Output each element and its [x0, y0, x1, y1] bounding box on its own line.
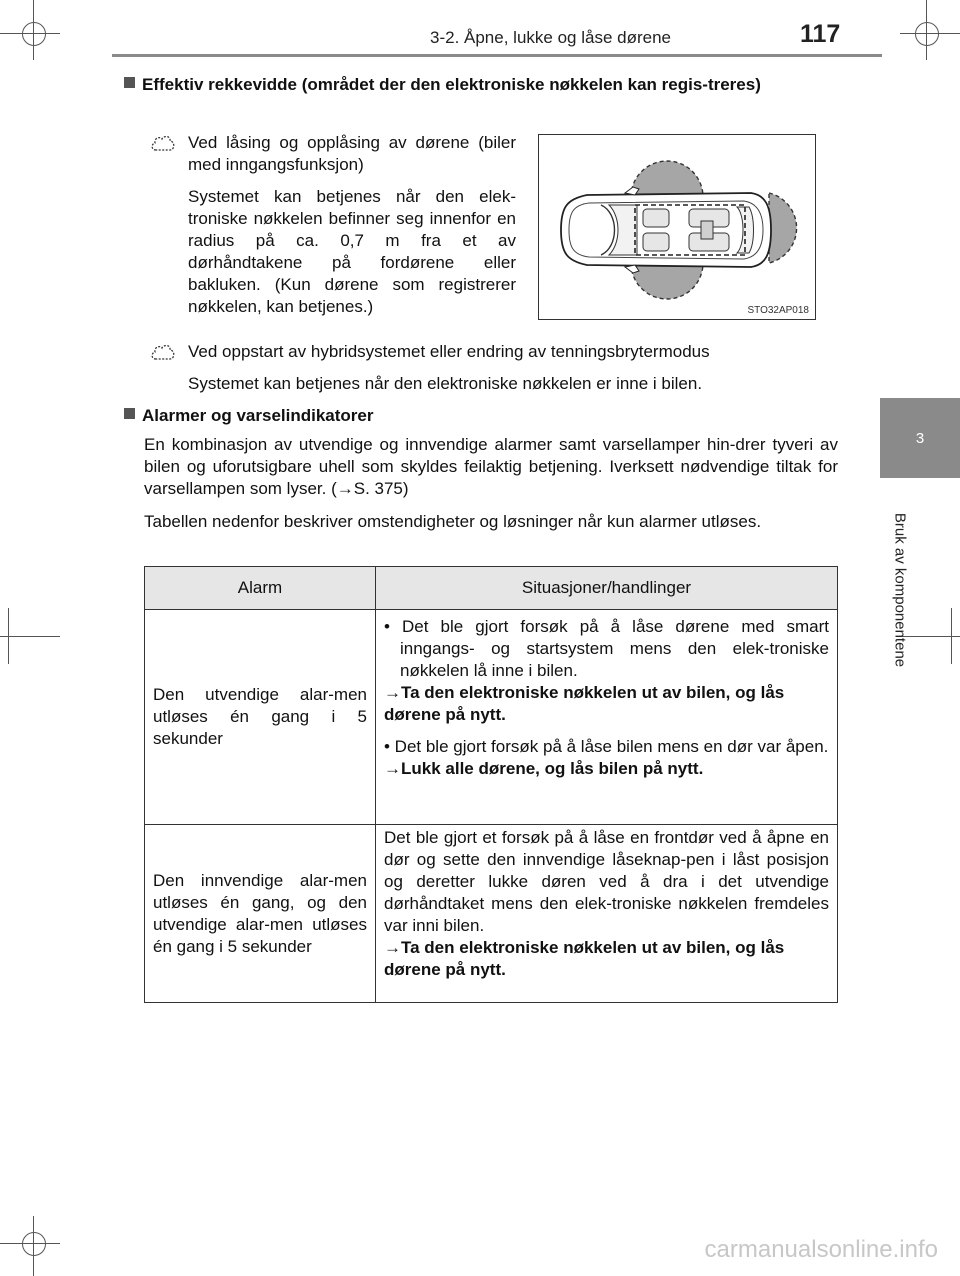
range-item2-title: Ved oppstart av hybridsystemet eller endring av tenningsbrytermodus: [188, 342, 710, 361]
crop-mark: [915, 22, 939, 46]
alarm-heading-text: Alarmer og varselindikatorer: [142, 406, 374, 425]
table-row: [145, 825, 838, 1003]
situation-action: →Lukk alle dørene, og lås bilen på nytt.: [384, 759, 704, 778]
car-range-figure: [538, 134, 816, 320]
table-header-row: [145, 567, 838, 610]
watermark: carmanualsonline.info: [704, 1236, 938, 1263]
cloud-icon: [150, 343, 176, 361]
range-heading-text: Effektiv rekkevidde (området der den elektroniske nøkkelen kan regis-treres): [142, 75, 761, 94]
alarm-cell: Den innvendige alar-men utløses én gang, og den utvendige alar-men utløses én gang i 5 sekunder: [145, 825, 376, 1003]
bullet-square-icon: [124, 77, 135, 88]
range-item2-body: Systemet kan betjenes når den elektroniske nøkkelen er inne i bilen.: [188, 374, 703, 393]
table-header-situations: Situasjoner/handlinger: [376, 567, 838, 610]
range-zone-left-door: [631, 161, 703, 197]
chapter-tab: 3: [880, 398, 960, 478]
situation-text: • Det ble gjort forsøk på å låse dørene med smart inngangs- og startsystem mens den elek-troniske nøkkelen lå inne i bilen.: [384, 617, 829, 680]
page-number: 117: [800, 20, 841, 48]
alarm-table: [144, 566, 838, 1003]
situation-text: • Det ble gjort forsøk på å låse bilen mens en dør var åpen.: [384, 737, 829, 756]
table-row: [145, 610, 838, 825]
situation-cell: [376, 610, 838, 825]
range-zone-tailgate: [769, 193, 797, 263]
range-zone-right-door: [631, 263, 703, 299]
crop-mark: [0, 636, 60, 637]
range-heading: [124, 74, 838, 96]
crop-mark: [22, 1232, 46, 1256]
car-range-illustration: [539, 135, 815, 319]
alarm-heading: [124, 405, 838, 427]
bullet-square-icon: [124, 408, 135, 419]
crop-mark: [8, 608, 9, 664]
alarm-paragraph-1: En kombinasjon av utvendige og innvendige alarmer samt varsellamper hin-drer tyveri av bilen og uforutsigbare uhell som skyldes feilaktig betjening. Iverksett nødvendige tiltak for varsellampen som lyser. (→S. 375): [144, 435, 838, 498]
cloud-icon: [150, 134, 176, 152]
alarm-paragraph-2: Tabellen nedenfor beskriver omstendigheter og løsninger når kun alarmer utløses.: [144, 512, 762, 531]
range-item1-body: Systemet kan betjenes når den elek-troniske nøkkelen befinner seg innenfor en radius på ca. 0,7 m fra et av dørhåndtakene på fordørene eller bakluken. (Kun dørene som registrerer nøkkelen, kan betjenes.): [188, 187, 516, 316]
figure-label: STO32AP018: [747, 305, 809, 316]
chapter-title: Bruk av komponentene: [891, 512, 909, 668]
section-title: 3-2. Åpne, lukke og låse dørene: [430, 28, 671, 47]
situation-text: Det ble gjort et forsøk på å låse en frontdør ved å åpne en dør og sette den innvendige låseknap-pen i låst posisjon og deretter lukke døren ved å dra i det utvendige dørhåndtaket mens den elek-troniske nøkkelen fremdeles var inni bilen.: [384, 828, 829, 935]
chapter-side-label: [875, 485, 925, 695]
table-header-alarm: Alarm: [145, 567, 376, 610]
crop-mark: [22, 22, 46, 46]
situation-action: →Ta den elektroniske nøkkelen ut av bilen, og lås dørene på nytt.: [384, 938, 785, 979]
situation-cell: [376, 825, 838, 1003]
header-rule: [112, 54, 882, 57]
range-item1-title: Ved låsing og opplåsing av dørene (biler med inngangsfunksjon): [188, 133, 516, 174]
crop-mark: [951, 608, 952, 664]
alarm-cell: Den utvendige alar-men utløses én gang i 5 sekunder: [145, 610, 376, 825]
situation-action: →Ta den elektroniske nøkkelen ut av bilen, og lås dørene på nytt.: [384, 683, 785, 724]
